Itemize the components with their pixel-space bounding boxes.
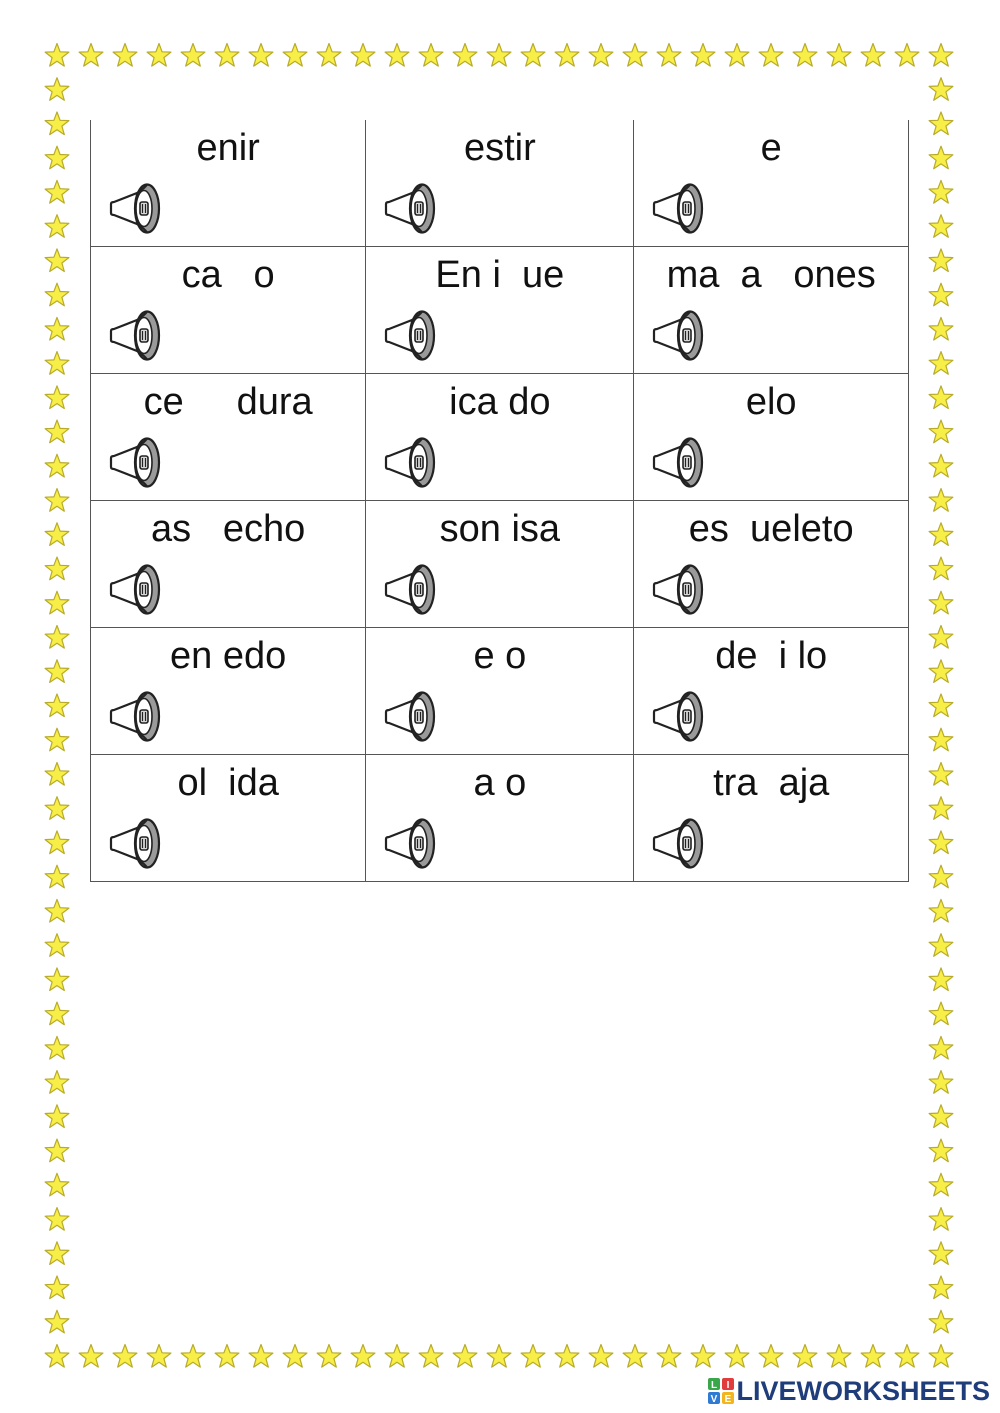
- word-cell: [634, 247, 909, 374]
- star-icon: [929, 1345, 953, 1368]
- star-icon: [929, 352, 953, 375]
- star-icon: [45, 249, 69, 272]
- star-icon: [929, 215, 953, 238]
- star-icon: [929, 78, 953, 101]
- star-icon: [895, 1345, 919, 1368]
- star-icon: [929, 660, 953, 683]
- incomplete-word: de i lo: [715, 635, 828, 677]
- speaker-icon[interactable]: [382, 815, 440, 871]
- word-cell: [366, 501, 634, 628]
- star-icon: [45, 1173, 69, 1196]
- star-icon: [45, 694, 69, 717]
- star-icon: [589, 1345, 613, 1368]
- star-icon: [79, 44, 103, 67]
- star-icon: [895, 44, 919, 67]
- star-icon: [45, 112, 69, 135]
- star-icon: [521, 44, 545, 67]
- star-icon: [79, 1345, 103, 1368]
- logo-mark-icon: [708, 1378, 734, 1404]
- star-icon: [929, 899, 953, 922]
- star-icon: [929, 489, 953, 512]
- word-cell: [366, 120, 634, 247]
- star-icon: [419, 1345, 443, 1368]
- star-icon: [623, 44, 647, 67]
- star-icon: [929, 797, 953, 820]
- star-icon: [589, 44, 613, 67]
- svg-text:I: I: [727, 1380, 730, 1391]
- star-icon: [929, 865, 953, 888]
- star-icon: [45, 1139, 69, 1162]
- speaker-icon[interactable]: [382, 688, 440, 744]
- star-icon: [45, 1242, 69, 1265]
- star-icon: [351, 44, 375, 67]
- speaker-icon[interactable]: [650, 180, 708, 236]
- star-icon: [691, 44, 715, 67]
- star-icon: [929, 1173, 953, 1196]
- star-icon: [861, 44, 885, 67]
- word-cell: [634, 374, 909, 501]
- word-cell: [91, 628, 366, 755]
- star-icon: [45, 78, 69, 101]
- star-icon: [147, 44, 171, 67]
- grid-row: [91, 247, 909, 374]
- star-icon: [657, 44, 681, 67]
- incomplete-word: a o: [473, 762, 527, 804]
- star-icon: [657, 1345, 681, 1368]
- incomplete-word: son isa: [439, 508, 561, 550]
- incomplete-word: tra aja: [713, 762, 830, 804]
- speaker-icon[interactable]: [650, 307, 708, 363]
- speaker-icon[interactable]: [107, 815, 165, 871]
- grid-row: [91, 628, 909, 755]
- star-icon: [215, 44, 239, 67]
- star-icon: [147, 1345, 171, 1368]
- speaker-icon[interactable]: [382, 434, 440, 490]
- incomplete-word: e: [760, 127, 782, 169]
- star-icon: [45, 523, 69, 546]
- star-icon: [419, 44, 443, 67]
- star-icon: [929, 146, 953, 169]
- star-icon: [691, 1345, 715, 1368]
- grid-row: [91, 120, 909, 247]
- speaker-icon[interactable]: [382, 561, 440, 617]
- svg-text:L: L: [711, 1380, 718, 1391]
- incomplete-word: En i ue: [435, 254, 565, 296]
- star-icon: [929, 831, 953, 854]
- star-icon: [45, 1071, 69, 1094]
- star-icon: [487, 1345, 511, 1368]
- star-icon: [45, 454, 69, 477]
- star-icon: [929, 591, 953, 614]
- incomplete-word: ol ida: [177, 762, 279, 804]
- star-icon: [929, 1071, 953, 1094]
- star-icon: [113, 44, 137, 67]
- star-icon: [623, 1345, 647, 1368]
- star-icon: [453, 44, 477, 67]
- star-icon: [45, 797, 69, 820]
- star-icon: [45, 1345, 69, 1368]
- star-icon: [929, 1105, 953, 1128]
- star-icon: [45, 660, 69, 683]
- star-icon: [45, 180, 69, 203]
- star-icon: [929, 626, 953, 649]
- grid-row: [91, 374, 909, 501]
- star-icon: [113, 1345, 137, 1368]
- star-icon: [45, 728, 69, 751]
- speaker-icon[interactable]: [382, 307, 440, 363]
- star-icon: [283, 1345, 307, 1368]
- speaker-icon[interactable]: [650, 434, 708, 490]
- speaker-icon[interactable]: [382, 180, 440, 236]
- speaker-icon[interactable]: [107, 688, 165, 744]
- word-cell: [366, 755, 634, 882]
- word-cell: [634, 501, 909, 628]
- star-icon: [929, 694, 953, 717]
- star-icon: [453, 1345, 477, 1368]
- speaker-icon[interactable]: [650, 561, 708, 617]
- star-icon: [929, 1310, 953, 1333]
- star-icon: [351, 1345, 375, 1368]
- star-icon: [45, 1002, 69, 1025]
- star-icon: [45, 831, 69, 854]
- grid-row: [91, 501, 909, 628]
- star-icon: [521, 1345, 545, 1368]
- star-icon: [45, 215, 69, 238]
- star-icon: [929, 283, 953, 306]
- star-icon: [249, 1345, 273, 1368]
- speaker-icon[interactable]: [107, 561, 165, 617]
- speaker-icon[interactable]: [650, 815, 708, 871]
- star-icon: [929, 44, 953, 67]
- star-icon: [929, 1139, 953, 1162]
- star-icon: [45, 146, 69, 169]
- speaker-icon[interactable]: [650, 688, 708, 744]
- star-icon: [929, 420, 953, 443]
- svg-text:E: E: [725, 1394, 732, 1404]
- star-icon: [45, 386, 69, 409]
- incomplete-word: estir: [463, 127, 536, 169]
- word-cell: [366, 628, 634, 755]
- star-icon: [317, 44, 341, 67]
- svg-text:V: V: [711, 1394, 718, 1404]
- star-icon: [181, 44, 205, 67]
- star-icon: [929, 386, 953, 409]
- star-icon: [929, 557, 953, 580]
- star-icon: [827, 1345, 851, 1368]
- star-icon: [929, 112, 953, 135]
- star-icon: [929, 1208, 953, 1231]
- word-cell: [634, 120, 909, 247]
- star-icon: [725, 44, 749, 67]
- star-icon: [45, 1036, 69, 1059]
- star-icon: [929, 1242, 953, 1265]
- incomplete-word: ica do: [449, 381, 551, 423]
- star-icon: [45, 1276, 69, 1299]
- word-grid: [90, 120, 909, 882]
- incomplete-word: es ueleto: [688, 508, 854, 550]
- star-icon: [45, 1105, 69, 1128]
- star-icon: [317, 1345, 341, 1368]
- star-icon: [555, 1345, 579, 1368]
- star-icon: [45, 934, 69, 957]
- star-icon: [45, 865, 69, 888]
- star-icon: [45, 1310, 69, 1333]
- incomplete-word: as echo: [151, 508, 306, 550]
- speaker-icon[interactable]: [107, 307, 165, 363]
- star-icon: [45, 317, 69, 340]
- star-icon: [45, 763, 69, 786]
- incomplete-word: ma a ones: [666, 254, 876, 296]
- star-icon: [283, 44, 307, 67]
- star-icon: [385, 44, 409, 67]
- star-icon: [45, 420, 69, 443]
- incomplete-word: en edo: [170, 635, 287, 677]
- star-icon: [45, 489, 69, 512]
- incomplete-word: e o: [473, 635, 527, 677]
- star-icon: [45, 1208, 69, 1231]
- word-cell: [366, 374, 634, 501]
- star-icon: [555, 44, 579, 67]
- word-cell: [91, 120, 366, 247]
- word-cell: [91, 374, 366, 501]
- star-icon: [929, 728, 953, 751]
- liveworksheets-logo: [708, 1374, 990, 1408]
- word-cell: [91, 247, 366, 374]
- star-icon: [793, 44, 817, 67]
- star-icon: [487, 44, 511, 67]
- star-icon: [45, 899, 69, 922]
- star-icon: [45, 44, 69, 67]
- incomplete-word: ca o: [181, 254, 275, 296]
- star-icon: [249, 44, 273, 67]
- star-icon: [45, 283, 69, 306]
- star-icon: [45, 626, 69, 649]
- star-icon: [45, 968, 69, 991]
- star-icon: [929, 763, 953, 786]
- star-icon: [929, 968, 953, 991]
- star-icon: [45, 591, 69, 614]
- star-icon: [759, 44, 783, 67]
- word-cell: [91, 755, 366, 882]
- star-icon: [385, 1345, 409, 1368]
- star-icon: [215, 1345, 239, 1368]
- star-icon: [759, 1345, 783, 1368]
- star-icon: [929, 454, 953, 477]
- star-icon: [45, 352, 69, 375]
- star-icon: [793, 1345, 817, 1368]
- star-icon: [929, 1276, 953, 1299]
- star-icon: [929, 1002, 953, 1025]
- word-cell: [634, 628, 909, 755]
- word-cell: [91, 501, 366, 628]
- star-icon: [725, 1345, 749, 1368]
- incomplete-word: ce dura: [143, 381, 313, 423]
- grid-row: [91, 755, 909, 882]
- star-icon: [929, 180, 953, 203]
- incomplete-word: elo: [745, 381, 797, 423]
- star-icon: [929, 934, 953, 957]
- star-icon: [861, 1345, 885, 1368]
- star-icon: [181, 1345, 205, 1368]
- incomplete-word: enir: [196, 127, 260, 169]
- star-icon: [929, 249, 953, 272]
- logo-wordmark: LIVEWORKSHEETS: [736, 1375, 990, 1406]
- star-icon: [929, 1036, 953, 1059]
- star-icon: [45, 557, 69, 580]
- speaker-icon[interactable]: [107, 180, 165, 236]
- speaker-icon[interactable]: [107, 434, 165, 490]
- word-cell: [366, 247, 634, 374]
- star-icon: [929, 317, 953, 340]
- star-icon: [827, 44, 851, 67]
- word-cell: [634, 755, 909, 882]
- star-icon: [929, 523, 953, 546]
